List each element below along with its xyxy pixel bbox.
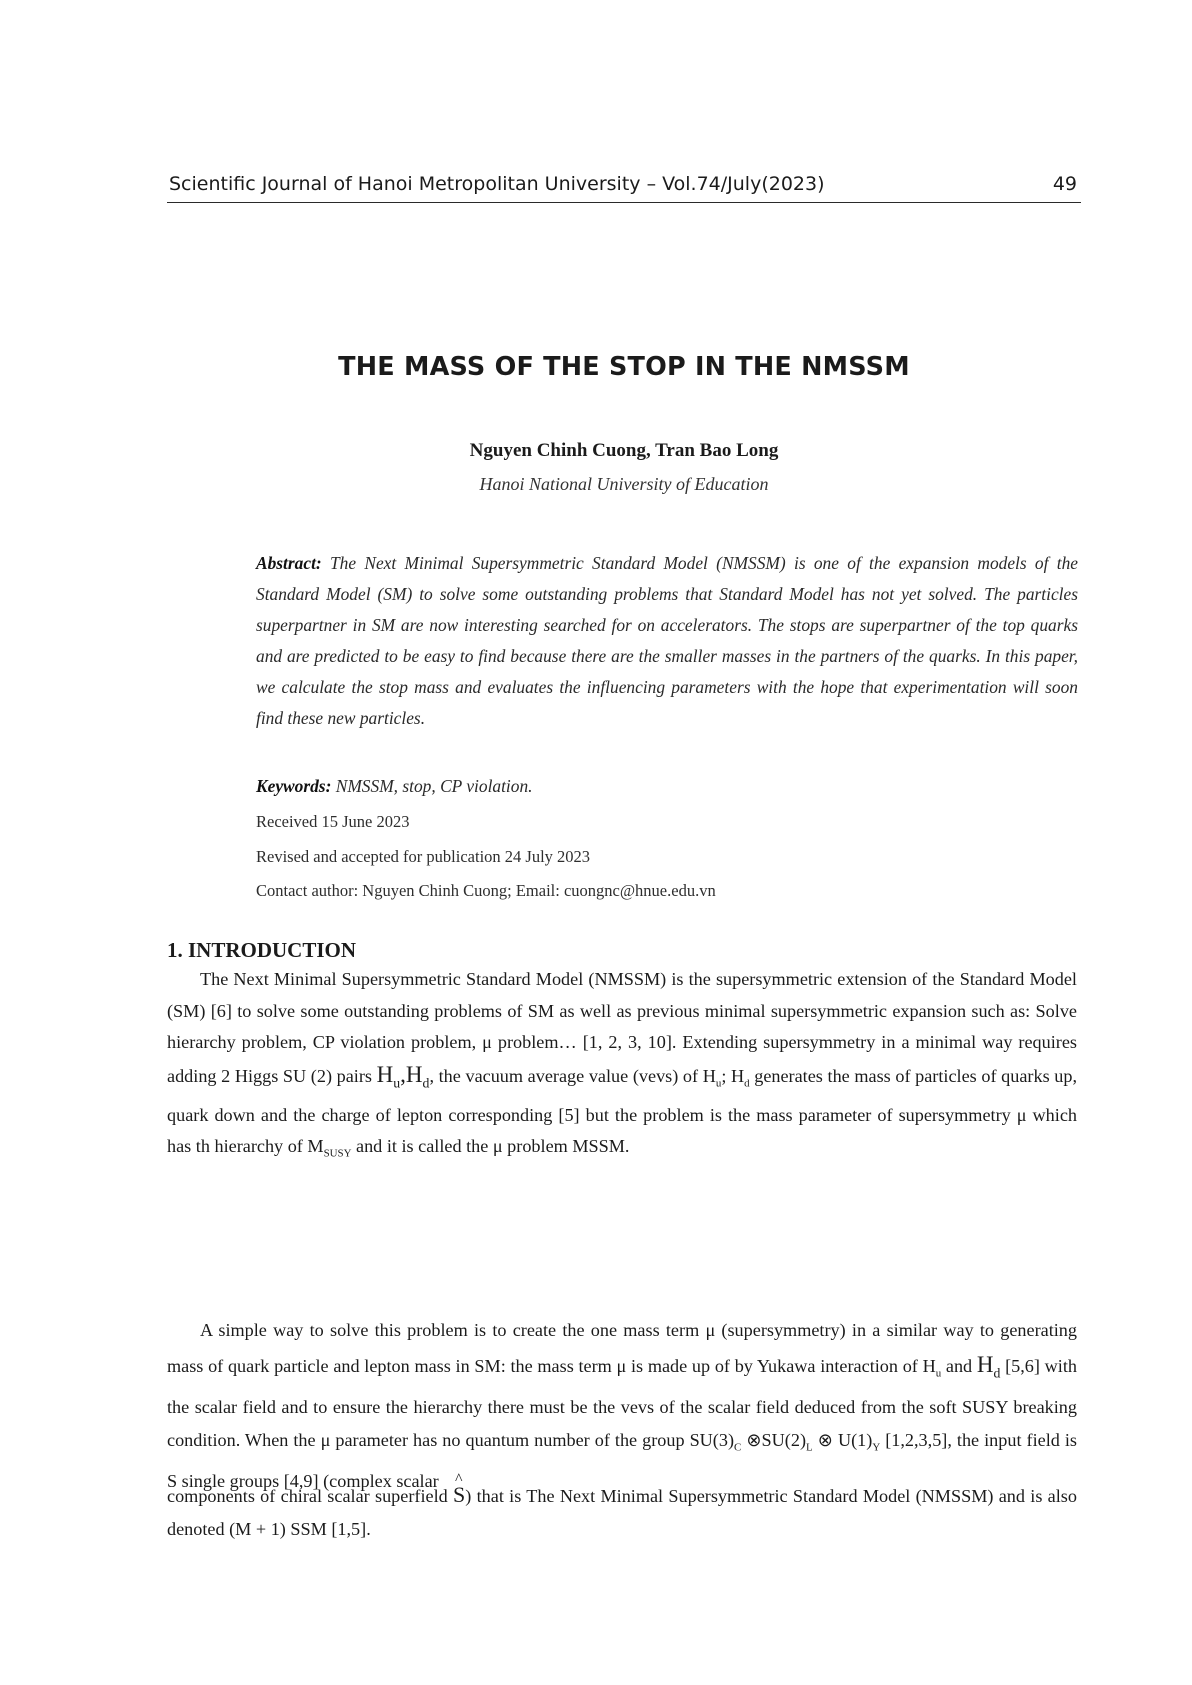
- p1-text-d: generates the mass of particles of quarks up, quark down and the charge of lepton corresponding [5] but the problem is the mass parameter of supersymmetry μ which has th hierarchy of M: [167, 1065, 1078, 1157]
- p1-text-e: and it is called the μ problem MSSM.: [351, 1136, 630, 1157]
- keywords-text: NMSSM, stop, CP violation.: [335, 776, 533, 796]
- msusy-subscript: SUSY: [323, 1147, 352, 1160]
- running-header: [167, 172, 1081, 203]
- abstract-text: The Next Minimal Supersymmetric Standard Model (NMSSM) is one of the expansion models of the Standard Model (SM) to solve some outstanding problems that Standard Model has not yet solved. The particles superpartner in SM are now interesting searched for on accelerators. The stops are superpartner of the top quarks and are predicted to be easy to find because there are the smaller masses in the partners of the quarks. In this paper, we calculate the stop mass and evaluates the influencing parameters with the hope that experimentation will soon find these new particles.: [256, 553, 1078, 728]
- intro-paragraph-3: [167, 1478, 1077, 1546]
- paper-title: THE MASS OF THE STOP IN THE NMSSM: [338, 352, 910, 382]
- keywords: [256, 776, 1078, 797]
- contact-author: Contact author: Nguyen Chinh Cuong; Email: cuongnc@hnue.edu.vn: [256, 881, 716, 900]
- abstract: [256, 548, 1078, 734]
- hu-formula: $H_u$: [922, 1355, 942, 1380]
- superfield-s-hat: ^ S: [453, 1478, 465, 1511]
- gauge-group-formula: $SU(3)_C$ $\otimes SU(2)_L$ ⊗ $U(1)_Y$: [689, 1430, 881, 1454]
- p1-text-c: , the vacuum average value (vevs) of: [429, 1065, 703, 1086]
- received-date: Received 15 June 2023: [256, 812, 410, 831]
- hd-formula: $H_d$: [976, 1351, 1001, 1381]
- higgs-pair-formula: $H_u,H_d$: [376, 1061, 430, 1091]
- affiliation: Hanoi National University of Education: [479, 474, 769, 494]
- journal-name: Scientific Journal of Hanoi Metropolitan University – Vol.74/July(2023): [169, 173, 825, 195]
- p1-text-b: pairs: [332, 1065, 377, 1086]
- section-heading-introduction: 1. INTRODUCTION: [167, 938, 357, 962]
- p1-text-a: The Next Minimal Supersymmetric Standard Model (NMSSM) is the supersymmetric extension of the Standard Model (SM) [6] to solve some outstanding problems of SM as well as previous minimal supersymmetric expansion such as: Solve hierarchy problem, CP violation problem, μ problem… [1, 2, 3, 10]. Extending supersymmetry in a minimal way requires adding 2 Higgs SU (2): [167, 969, 1077, 1086]
- intro-paragraph-1: [167, 964, 1077, 1170]
- keywords-label: Keywords:: [256, 776, 332, 796]
- p3-text-a: components of chiral scalar superfield: [167, 1486, 454, 1506]
- p3-text-b: ) that is The Next Minimal Supersymmetric Standard Model (NMSSM) and is also denoted (M + 1) SSM [1,5].: [167, 1486, 1077, 1539]
- authors: Nguyen Chinh Cuong, Tran Bao Long: [469, 440, 779, 461]
- intro-paragraph-2: [167, 1314, 1077, 1499]
- p2-text-c: [5,6] with the scalar field and to ensure the hierarchy there must be the vevs of the scalar field deduced from the soft SUSY breaking condition. When the μ parameter has no quantum number of the group: [167, 1355, 1077, 1451]
- p2-text-b: and: [941, 1355, 977, 1376]
- page-number: 49: [1052, 173, 1077, 195]
- revised-date: Revised and accepted for publication 24 July 2023: [256, 847, 591, 866]
- p2-text-d: [1,2,3,5], the input field is S single groups [4,9] (complex scalar: [167, 1430, 1077, 1492]
- abstract-label: Abstract:: [256, 553, 322, 573]
- vev-formula: $H_u$; $H_d$: [702, 1065, 750, 1090]
- p2-text-a: A simple way to solve this problem is to create the one mass term μ (supersymmetry) in a similar way to generating mass of quark particle and lepton mass in SM: the mass term μ is made up of by Yukawa interaction of: [167, 1320, 1077, 1376]
